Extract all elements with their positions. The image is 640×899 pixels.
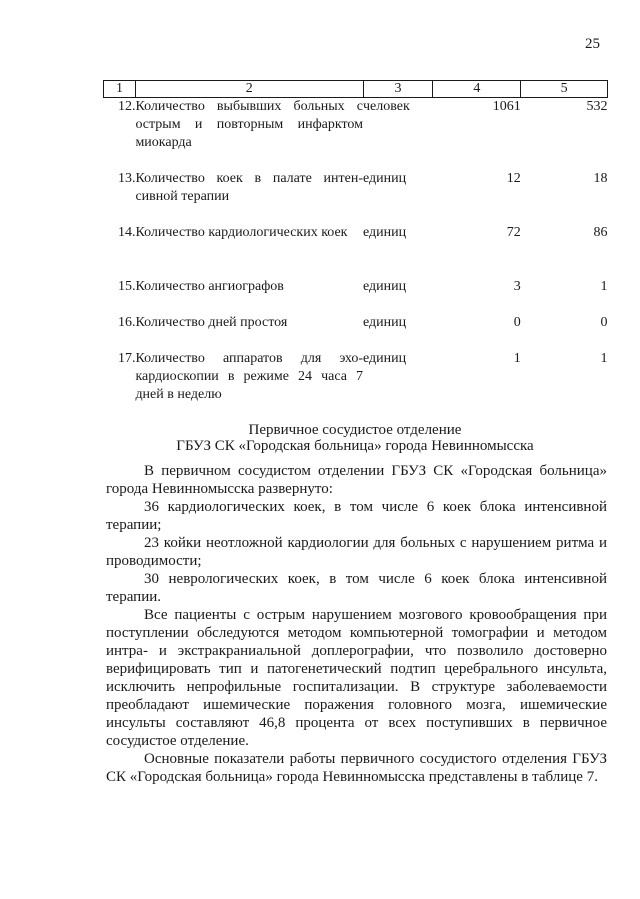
unit: единиц xyxy=(363,315,407,330)
value-col4: 1061 xyxy=(492,99,521,114)
table-row xyxy=(104,314,608,350)
section-title-line: ГБУЗ СК «Городская больница» города Невинномысска xyxy=(176,438,534,454)
indicator-name: Количество аппаратов для эхо-кардиоскопии в режиме 24 часа 7 дней в неделю xyxy=(135,351,364,402)
section-title-line: Первичное сосудистое отделение xyxy=(248,422,462,438)
unit: единиц xyxy=(363,225,407,240)
table-header-cell: 4 xyxy=(433,81,521,98)
paragraph: 30 неврологических коек, в том числе 6 коек блока интенсивной терапии. xyxy=(106,571,607,605)
value-col4: 1 xyxy=(513,351,521,366)
row-number: 15. xyxy=(117,279,136,294)
table-row xyxy=(104,98,608,171)
indicator-name: Количество кардиологических коек xyxy=(135,225,348,240)
row-number: 14. xyxy=(117,225,136,240)
value-col4: 72 xyxy=(506,225,521,240)
unit: единиц xyxy=(363,171,407,186)
row-number: 17. xyxy=(117,351,136,366)
table-header-cell: 1 xyxy=(104,81,136,98)
table-header-row xyxy=(104,81,608,98)
indicator-name: Количество дней простоя xyxy=(135,315,288,330)
unit: человек xyxy=(363,99,410,114)
value-col5: 86 xyxy=(593,225,608,240)
table-header-cell: 3 xyxy=(363,81,433,98)
indicators-table xyxy=(103,80,608,404)
row-number: 13. xyxy=(117,171,136,186)
table-row xyxy=(104,350,608,404)
paragraph: В первичном сосудистом отделении ГБУЗ СК «Городская больница» города Невинномысска развернуто: xyxy=(106,463,607,497)
table-row xyxy=(104,224,608,278)
table-row xyxy=(104,278,608,314)
value-col5: 532 xyxy=(586,99,608,114)
paragraph: Все пациенты с острым нарушением мозгового кровообращения при поступлении обследуются методом компьютерной томографии и методом интра- и экстракраниальной доплерографии, что позволило достоверно верифицировать тип и патогенетический подтип церебрального инсульта, исключить непрофильные госпитализации. В структуре заболеваемости преобладают ишемические поражения головного мозга, ишемические инсульты составляют 46,8 процента от всех поступивших в первичное сосудистое отделение. xyxy=(106,607,607,749)
unit: единиц xyxy=(363,279,407,294)
value-col4: 0 xyxy=(513,315,521,330)
unit: единиц xyxy=(363,351,407,366)
row-number: 16. xyxy=(117,315,136,330)
table-header-cell: 5 xyxy=(521,81,608,98)
value-col5: 1 xyxy=(600,279,608,294)
paragraph: Основные показатели работы первичного сосудистого отделения ГБУЗ СК «Городская больница» города Невинномысска представлены в таблице 7. xyxy=(106,751,607,785)
value-col4: 3 xyxy=(513,279,521,294)
page-number: 25 xyxy=(585,36,600,52)
value-col5: 0 xyxy=(600,315,608,330)
indicator-name: Количество ангиографов xyxy=(135,279,284,294)
indicator-name: Количество выбывших больных с острым и повторным инфарктом миокарда xyxy=(135,99,364,150)
value-col5: 1 xyxy=(600,351,608,366)
table-row xyxy=(104,170,608,224)
row-number: 12. xyxy=(117,99,136,114)
paragraph: 36 кардиологических коек, в том числе 6 коек блока интенсивной терапии; xyxy=(106,499,607,533)
value-col4: 12 xyxy=(506,171,521,186)
table-header-cell: 2 xyxy=(135,81,363,98)
body-text xyxy=(106,462,607,786)
paragraph: 23 койки неотложной кардиологии для больных с нарушением ритма и проводимости; xyxy=(106,535,607,569)
section-heading xyxy=(100,422,610,454)
indicator-name: Количество коек в палате интен-сивной терапии xyxy=(135,171,364,204)
value-col5: 18 xyxy=(593,171,608,186)
